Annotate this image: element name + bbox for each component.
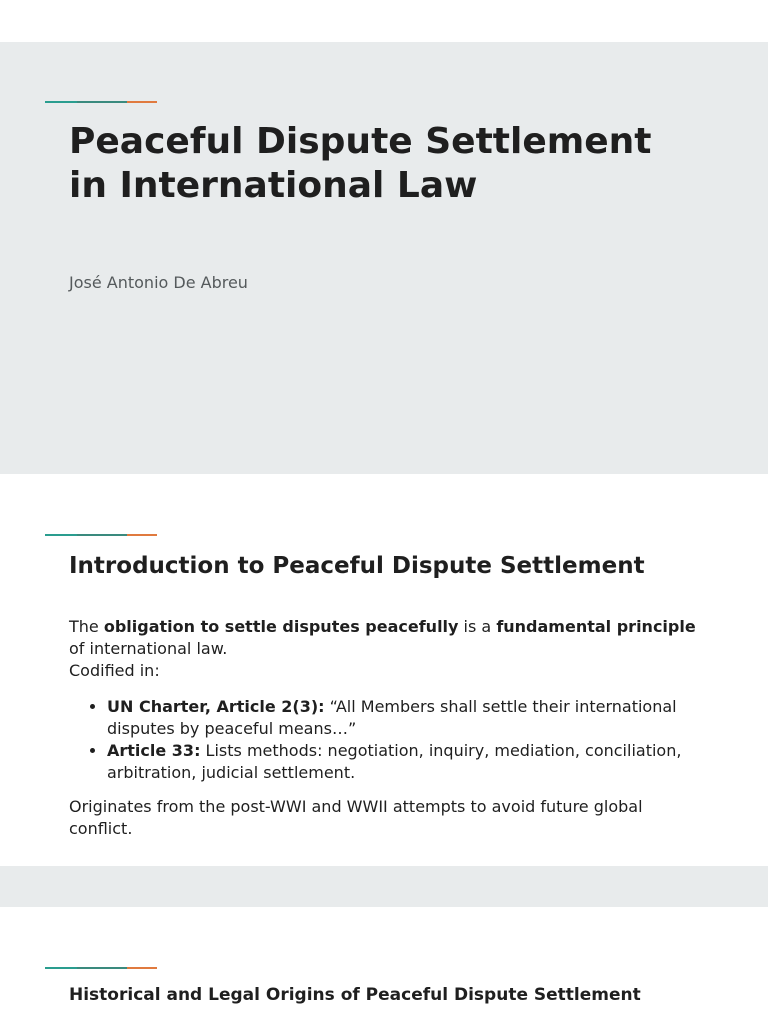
- introduction-slide: [0, 474, 768, 866]
- slide-body: [69, 616, 709, 840]
- title-slide: [0, 42, 768, 474]
- slide-heading: Introduction to Peaceful Dispute Settlement: [69, 553, 645, 579]
- accent-line: [45, 967, 157, 969]
- intro-paragraph: The obligation to settle disputes peacefully is a fundamental principle of international law. Codified in:: [69, 617, 696, 680]
- historical-origins-slide: [0, 907, 768, 1024]
- title-line-2: in International Law: [69, 165, 478, 206]
- bold-phrase-obligation: obligation to settle disputes peacefully: [103, 617, 459, 636]
- codified-label: Codified in:: [69, 661, 160, 680]
- slide-heading: Historical and Legal Origins of Peaceful Dispute Settlement: [69, 985, 641, 1005]
- author-name: José Antonio De Abreu: [69, 273, 248, 292]
- accent-line: [45, 534, 157, 536]
- origins-paragraph: Originates from the post-WWI and WWII attempts to avoid future global conflict.: [69, 797, 643, 838]
- title-line-1: Peaceful Dispute Settlement: [69, 121, 652, 162]
- bullet-list: [69, 696, 709, 784]
- slide-separator: [0, 866, 768, 907]
- accent-line: [45, 101, 157, 103]
- presentation-title: [69, 120, 729, 208]
- top-margin: [0, 0, 768, 42]
- list-item: • UN Charter, Article 2(3): “All Members shall settle their international disputes by peaceful means…”: [107, 696, 709, 740]
- list-item: • Article 33: Lists methods: negotiation, inquiry, mediation, conciliation, arbitration, judicial settlement.: [107, 740, 709, 784]
- bold-phrase-principle: fundamental principle: [496, 617, 696, 636]
